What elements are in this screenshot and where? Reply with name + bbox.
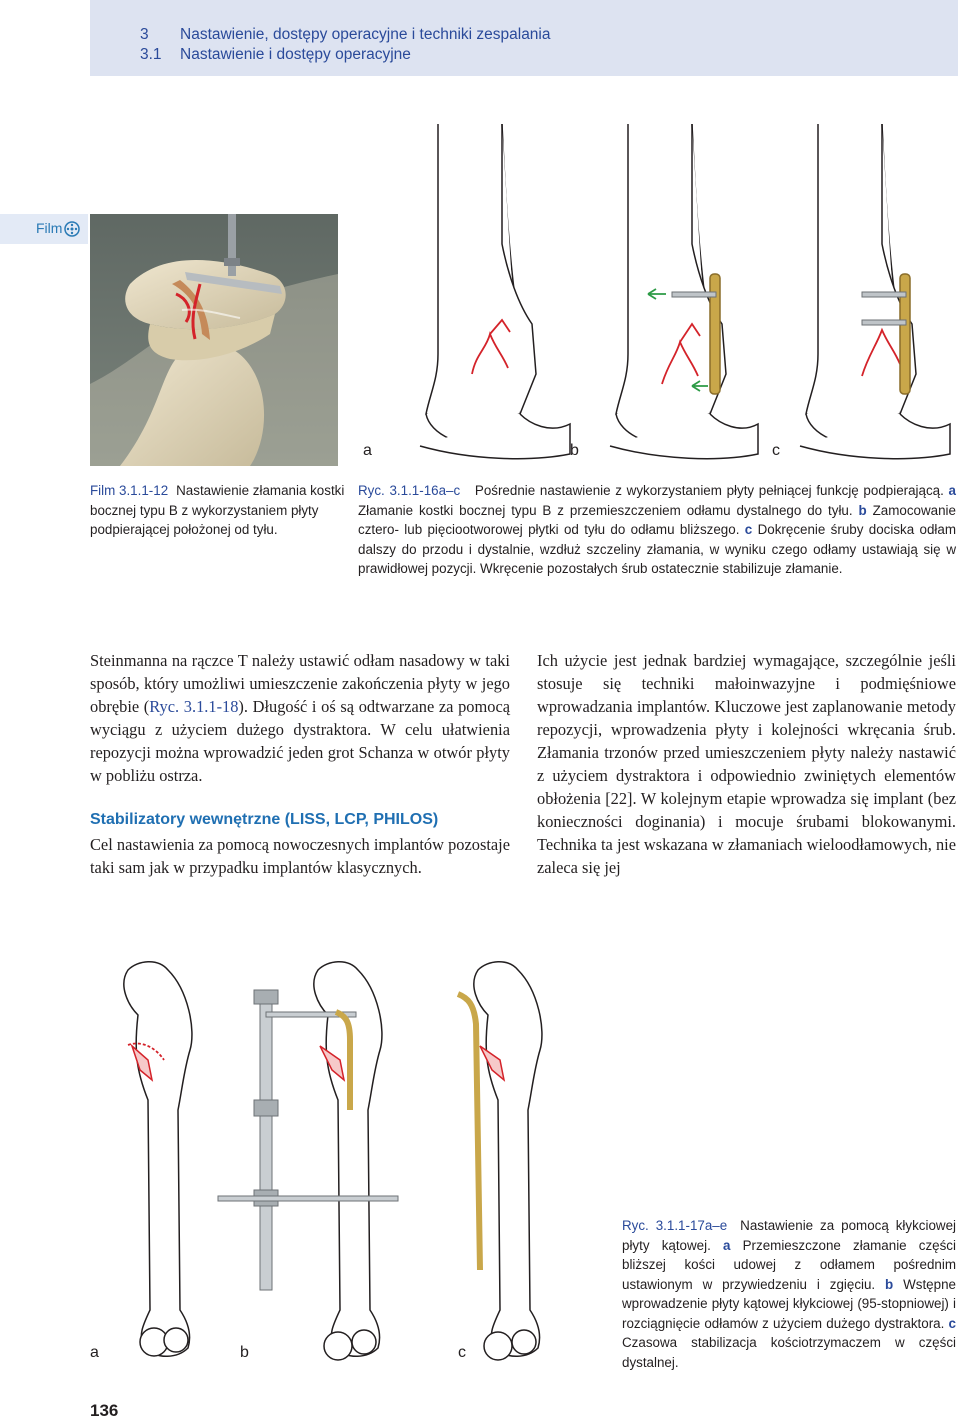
figure-bottom-caption-c-text: Czasowa stabilizacja kościotrzymaczem w części dystalnej.	[622, 1335, 956, 1370]
ankle-model-photo	[90, 214, 338, 466]
panel-b-drawing	[610, 124, 758, 459]
figure-top-ankle-series	[363, 124, 958, 466]
figure-bottom-caption-b-text: Wstępne wprowadzenie płyty kątowej kłykciowej (95-stopniowej) i rozciągnięcie odłamów z użyciem dużego dystraktora.	[622, 1276, 956, 1331]
figure-bottom-caption	[622, 1216, 956, 1372]
figure-bottom-caption-intro: Nastawienie za pomocą kłykciowej płyty kątowej.	[622, 1218, 957, 1253]
body-column-left	[90, 649, 510, 879]
figure-bottom-caption-b-label: b	[885, 1276, 894, 1292]
body-left-paragraph-1	[90, 649, 510, 787]
figure-bottom-label-c: c	[458, 1344, 466, 1361]
chapter-number: 3	[140, 26, 149, 43]
section-title: Nastawienie i dostępy operacyjne	[180, 46, 411, 63]
body-left-para1-start: Steinmanna na rączce T należy ustawić odłam nasadowy w taki sposób, który umożliwi umieszczenie zakończenia płyty w jego obrębie (	[90, 651, 510, 716]
figure-top-caption-b-text: Zamocowanie cztero- lub pięciootworowej płytki od tyłu do odłamu bliższego.	[358, 502, 956, 537]
film-caption-number: Film 3.1.1-12	[90, 483, 169, 498]
figure-top-caption-number: Ryc. 3.1.1-16a–c	[358, 483, 461, 498]
figure-top-label-c: c	[772, 442, 780, 459]
section-number: 3.1	[140, 46, 162, 63]
header-chapter-line	[140, 26, 551, 44]
figure-top-caption-b-label: b	[858, 502, 867, 518]
figure-bottom-label-b: b	[240, 1344, 249, 1361]
figure-bottom-caption-number: Ryc. 3.1.1-17a–e	[622, 1218, 728, 1233]
header-section-line	[140, 46, 411, 64]
body-left-para1-end: ). Długość i oś są odtwarzane za pomocą wyciągu z użyciem dużego dystraktora. W celu ułatwienia repozycji można wprowadzić jeden grot Schanza w otwór płyty w pobliżu ostrza.	[90, 697, 510, 785]
panel-c-drawing	[800, 124, 950, 459]
running-header	[90, 0, 958, 76]
figure-top-caption-a-label: a	[948, 483, 956, 498]
panel-c-femur	[458, 962, 542, 1360]
film-caption	[90, 481, 348, 540]
figure-bottom-caption-a-label: a	[723, 1237, 731, 1253]
body-column-right	[537, 649, 956, 879]
film-reel-icon	[63, 220, 81, 243]
figure-bottom-label-a: a	[90, 1344, 99, 1361]
figure-bottom-caption-a-text: Przemieszczone złamanie części bliższej kości udowej z odłamem pośrednim ustawionym w przywiedzeniu i zgięciu.	[622, 1237, 956, 1292]
figure-top-caption-intro: Pośrednie nastawienie z wykorzystaniem płyty pełniącej funkcję podpierającą.	[474, 483, 944, 498]
film-tab-label: Film	[36, 220, 63, 236]
page-number: 136	[90, 1401, 119, 1420]
panel-a-femur	[124, 962, 192, 1357]
figure-top-caption-c-label: c	[744, 522, 753, 537]
film-tab[interactable]	[0, 214, 88, 244]
figure-top-label-a: a	[363, 442, 372, 459]
body-right-paragraph: Ich użycie jest jednak bardziej wymagające, szczególnie jeśli stosuje się techniki małoinwazyjne i podmięśniowe wprowadzania implantów. Kluczowe jest zaplanowanie metody repozycji, wprowadzenia płyty i kolejności wkręcania śrub. Złamania trzonów przed umieszczeniem płyty należy nastawić z użyciem dystraktora i odpowiednio zwiniętych elementów obłożenia [22]. W kolejnym etapie wprowadza się implant (bez konieczności doginania) i mocuje śrubami blokowanymi. Technika ta jest wskazana w złamaniach wieloodłamowych, nie zaleca się jej	[537, 651, 956, 877]
chapter-title: Nastawienie, dostępy operacyjne i techniki zespalania	[180, 26, 551, 43]
body-left-paragraph-2: Cel nastawienia za pomocą nowoczesnych implantów pozostaje taki sam jak w przypadku implantów klasycznych.	[90, 835, 510, 877]
figure-top-caption	[358, 481, 956, 579]
panel-a-drawing	[420, 124, 570, 459]
figure-top-caption-a-text: Złamanie kostki bocznej typu B z przemieszczeniem odłamu dystalnego do tyłu.	[358, 502, 853, 518]
film-caption-text: Nastawienie złamania kostki bocznej typu B z wykorzystaniem płyty podpierającej położonej od tyłu.	[90, 483, 345, 537]
section-heading: Stabilizatory wewnętrzne (LISS, LCP, PHILOS)	[90, 811, 439, 828]
figure-top-caption-c-text: Dokręcenie śruby dociska odłam dalszy do przodu i dystalnie, wzdłuż szczeliny złamania, w wyniku czego odłamy ustawiają się w prawidłowej pozycji. Wkręcenie pozostałych śrub ostatecznie stabilizuje złamanie.	[358, 522, 956, 576]
panel-b-femur	[218, 962, 398, 1360]
figure-bottom-femur-series	[88, 950, 598, 1370]
figure-reference-link[interactable]: Ryc. 3.1.1-18	[149, 697, 239, 716]
figure-bottom-caption-c-label: c	[948, 1315, 956, 1331]
figure-top-label-b: b	[570, 442, 579, 459]
